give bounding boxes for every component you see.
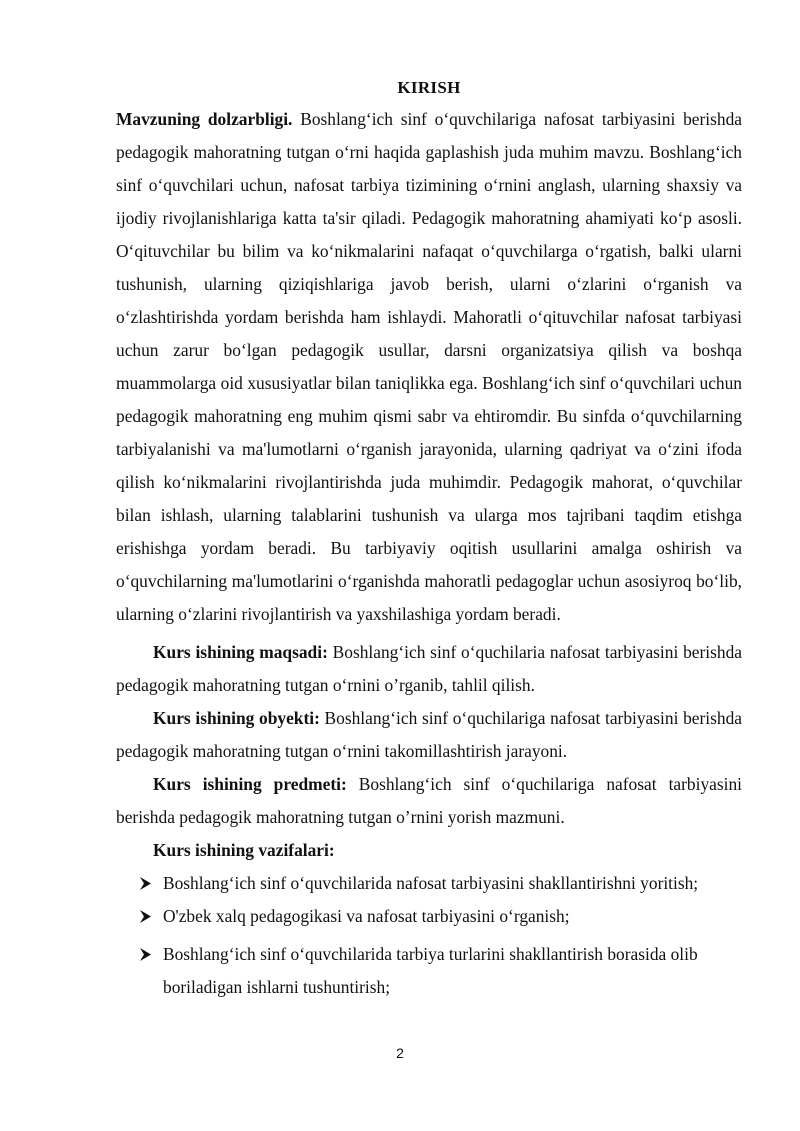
task-item: [116, 867, 742, 900]
intro-text: Boshlang‘ich sinf o‘quvchilariga nafosat tarbiyasini berishda pedagogik mahoratning tutgan o‘rni haqida gaplashish juda muhim mavzu. Boshlang‘ich sinf o‘quvchilari uchun, nafosat tarbiya tizimining o‘rnini anglash, ularning shaxsiy va ijodiy rivojlanishlariga katta ta'sir qiladi. Pedagogik mahoratning ahamiyati ko‘p asosli. O‘qituvchilar bu bilim va ko‘nikmalarini nafaqat o‘quvchilarga o‘rgatish, balki ularni tushunish, ularning qiziqishlariga javob berish, ularni o‘zlarini o‘rganish va o‘zlashtirishda yordam berishda ham ishlaydi. Mahoratli o‘qituvchilar nafosat tarbiyasi uchun zarur bo‘lgan pedagogik usullar, darsni organizatsiya qilish va boshqa muammolarga oid xususiyatlar bilan taniqlikka ega. Boshlang‘ich sinf o‘quvchilari uchun pedagogik mahoratning eng muhim qismi sabr va ehtiromdir. Bu sinfda o‘quvchilarning tarbiyalanishi va ma'lumotlarni o‘rganish jarayonida, ularning qadriyat va o‘zini ifoda qilish ko‘nikmalarini rivojlantirishda juda muhimdir. Pedagogik mahorat, o‘quvchilar bilan ishlash, ularning talablarini tushunish va ularga mos tajribani taqdim etishga erishishga yordam beradi. Bu tarbiyaviy oqitish usullarini amalga oshirish va o‘quvchilarning ma'lumotlarini o‘rganishda mahoratli pedagoglar uchun asosiyroq bo‘lib, ularning o‘zlarini rivojlantirish va yaxshilashiga yordam beradi.: [116, 109, 742, 624]
tasks-list: [116, 867, 742, 1004]
task-item-text: Boshlang‘ich sinf o‘quvchilarida tarbiya turlarini shakllantirish borasida olib boriladigan ishlarni tushuntirish;: [163, 944, 698, 997]
arrow-bullet-icon: [138, 938, 154, 971]
goal-text: Boshlang‘ich sinf o‘quchilaria nafosat tarbiyasini berishda pedagogik mahoratning tutgan o‘rnini o’rganib, tahlil qilish.: [116, 642, 742, 695]
tasks-heading: Kurs ishining vazifalari:: [153, 840, 335, 860]
subject-paragraph: [116, 768, 742, 834]
goal-label: Kurs ishining maqsadi:: [153, 642, 328, 662]
document-body: [116, 103, 742, 1004]
arrow-bullet-icon: [138, 867, 154, 900]
object-label: Kurs ishining obyekti:: [153, 708, 320, 728]
task-item: [116, 900, 742, 933]
page-number: 2: [396, 1045, 404, 1061]
goal-paragraph: [116, 636, 742, 702]
task-item-text: O'zbek xalq pedagogikasi va nafosat tarbiyasini o‘rganish;: [163, 906, 570, 926]
arrow-bullet-icon: [138, 900, 154, 933]
task-item-text: Boshlang‘ich sinf o‘quvchilarida nafosat tarbiyasini shakllantirishni yoritish;: [163, 873, 699, 893]
task-item: [116, 938, 742, 1004]
subject-text: Boshlang‘ich sinf o‘quchilariga nafosat tarbiyasini berishda pedagogik mahoratning tutgan o’rnini yorish mazmuni.: [116, 774, 742, 827]
object-text: Boshlang‘ich sinf o‘quchilariga nafosat tarbiyasini berishda pedagogik mahoratning tutgan o‘rnini takomillashtirish jarayoni.: [116, 708, 742, 761]
intro-paragraph: [116, 103, 742, 631]
intro-label: Mavzuning dolzarbligi.: [116, 109, 293, 129]
subject-label: Kurs ishining predmeti:: [153, 774, 347, 794]
object-paragraph: [116, 702, 742, 768]
page-title: KIRISH: [397, 78, 461, 97]
